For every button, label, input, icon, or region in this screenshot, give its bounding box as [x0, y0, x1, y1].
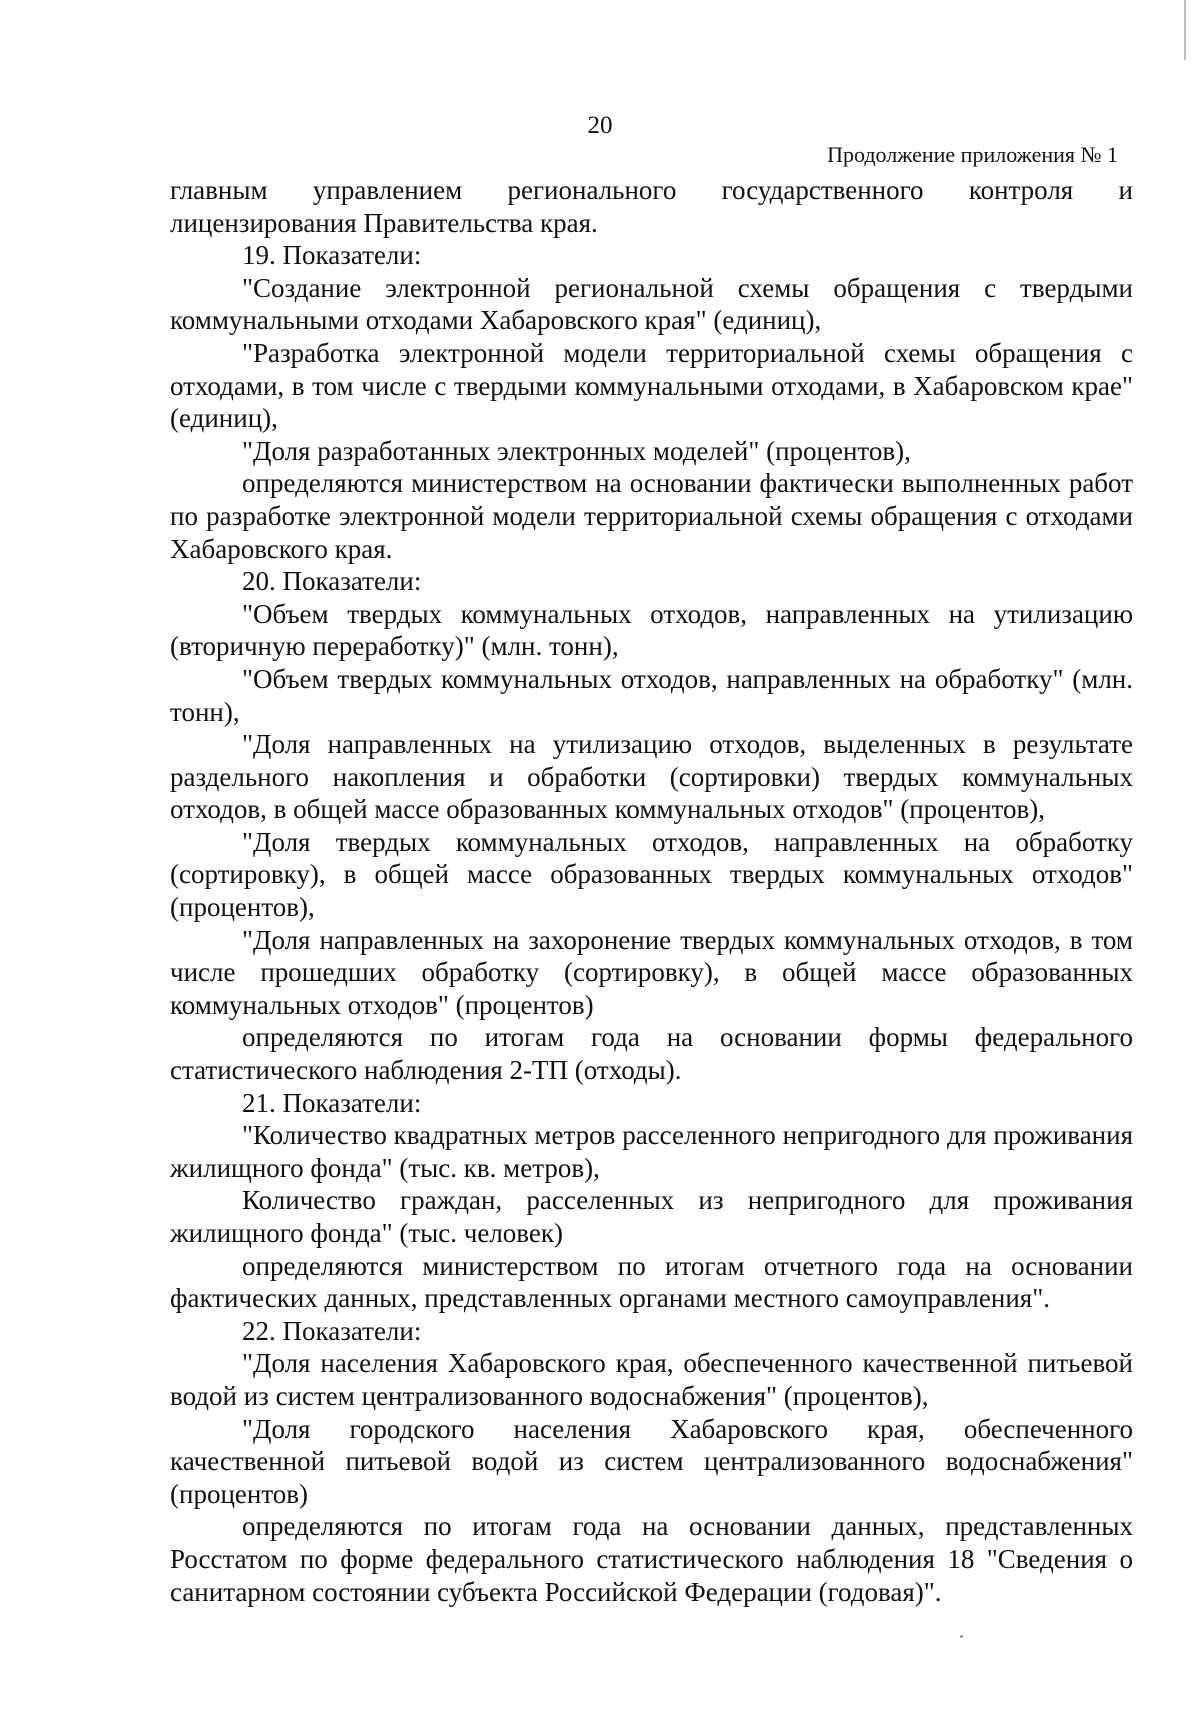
- paragraph: определяются по итогам года на основании формы федерального статистического наблюдения 2-ТП (отходы).: [170, 1022, 1133, 1086]
- paragraph: 19. Показатели:: [242, 240, 422, 271]
- running-head: Продолжение приложения № 1: [827, 142, 1118, 167]
- paragraph: 21. Показатели:: [242, 1087, 422, 1118]
- paragraph: "Доля городского населения Хабаровского края, обеспеченного качественной питьевой водой из систем централизованного водоснабжения" (процентов): [170, 1413, 1133, 1509]
- paragraph: "Доля направленных на утилизацию отходов, выделенных в результате раздельного накопления и обработки (сортировки) твердых коммунальных отходов, в общей массе образованных коммунальных отходов" (процентов),: [170, 729, 1133, 825]
- paragraph: определяются по итогам года на основании данных, представленных Росстатом по форме федерального статистического наблюдения 18 "Сведения о санитарном состоянии субъекта Российской Федерации (годовая)".: [170, 1511, 1133, 1607]
- paragraph: "Доля направленных на захоронение твердых коммунальных отходов, в том числе прошедших обработку (сортировку), в общей массе образованных коммунальных отходов" (процентов): [170, 924, 1133, 1020]
- paragraph: 20. Показатели:: [242, 566, 422, 597]
- document-body: [170, 174, 1133, 1608]
- scan-dot-mark: [960, 1635, 963, 1638]
- paragraph: "Доля разработанных электронных моделей" (процентов),: [242, 435, 911, 466]
- scan-edge-mark: [1184, 0, 1200, 60]
- paragraph: главным управлением регионального государственного контроля и лицензирования Правительства края.: [170, 175, 1133, 238]
- paragraph: "Количество квадратных метров расселенного непригодного для проживания жилищного фонда" (тыс. кв. метров),: [170, 1120, 1133, 1183]
- paragraph: Количество граждан, расселенных из непригодного для проживания жилищного фонда" (тыс. человек): [170, 1185, 1133, 1248]
- page-number: 20: [587, 112, 613, 139]
- paragraph: "Доля населения Хабаровского края, обеспеченного качественной питьевой водой из систем централизованного водоснабжения" (процентов),: [170, 1348, 1133, 1411]
- paragraph: "Разработка электронной модели территориальной схемы обращения с отходами, в том числе с твердыми коммунальными отходами, в Хабаровском крае" (единиц),: [170, 337, 1133, 434]
- paragraph: "Создание электронной региональной схемы обращения с твердыми коммунальными отходами Хабаровского края" (единиц),: [170, 272, 1133, 336]
- paragraph: "Объем твердых коммунальных отходов, направленных на утилизацию (вторичную переработку)" (млн. тонн),: [170, 598, 1133, 662]
- paragraph: определяются министерством на основании фактически выполненных работ по разработке электронной модели территориальной схемы обращения с отходами Хабаровского края.: [170, 468, 1133, 564]
- paragraph: "Доля твердых коммунальных отходов, направленных на обработку (сортировку), в общей массе образованных твердых коммунальных отходов" (процентов),: [170, 826, 1133, 923]
- paragraph: "Объем твердых коммунальных отходов, направленных на обработку" (млн. тонн),: [170, 663, 1133, 727]
- paragraph: определяются министерством по итогам отчетного года на основании фактических данных, представленных органами местного самоуправления".: [170, 1250, 1133, 1314]
- paragraph: 22. Показатели:: [242, 1315, 422, 1346]
